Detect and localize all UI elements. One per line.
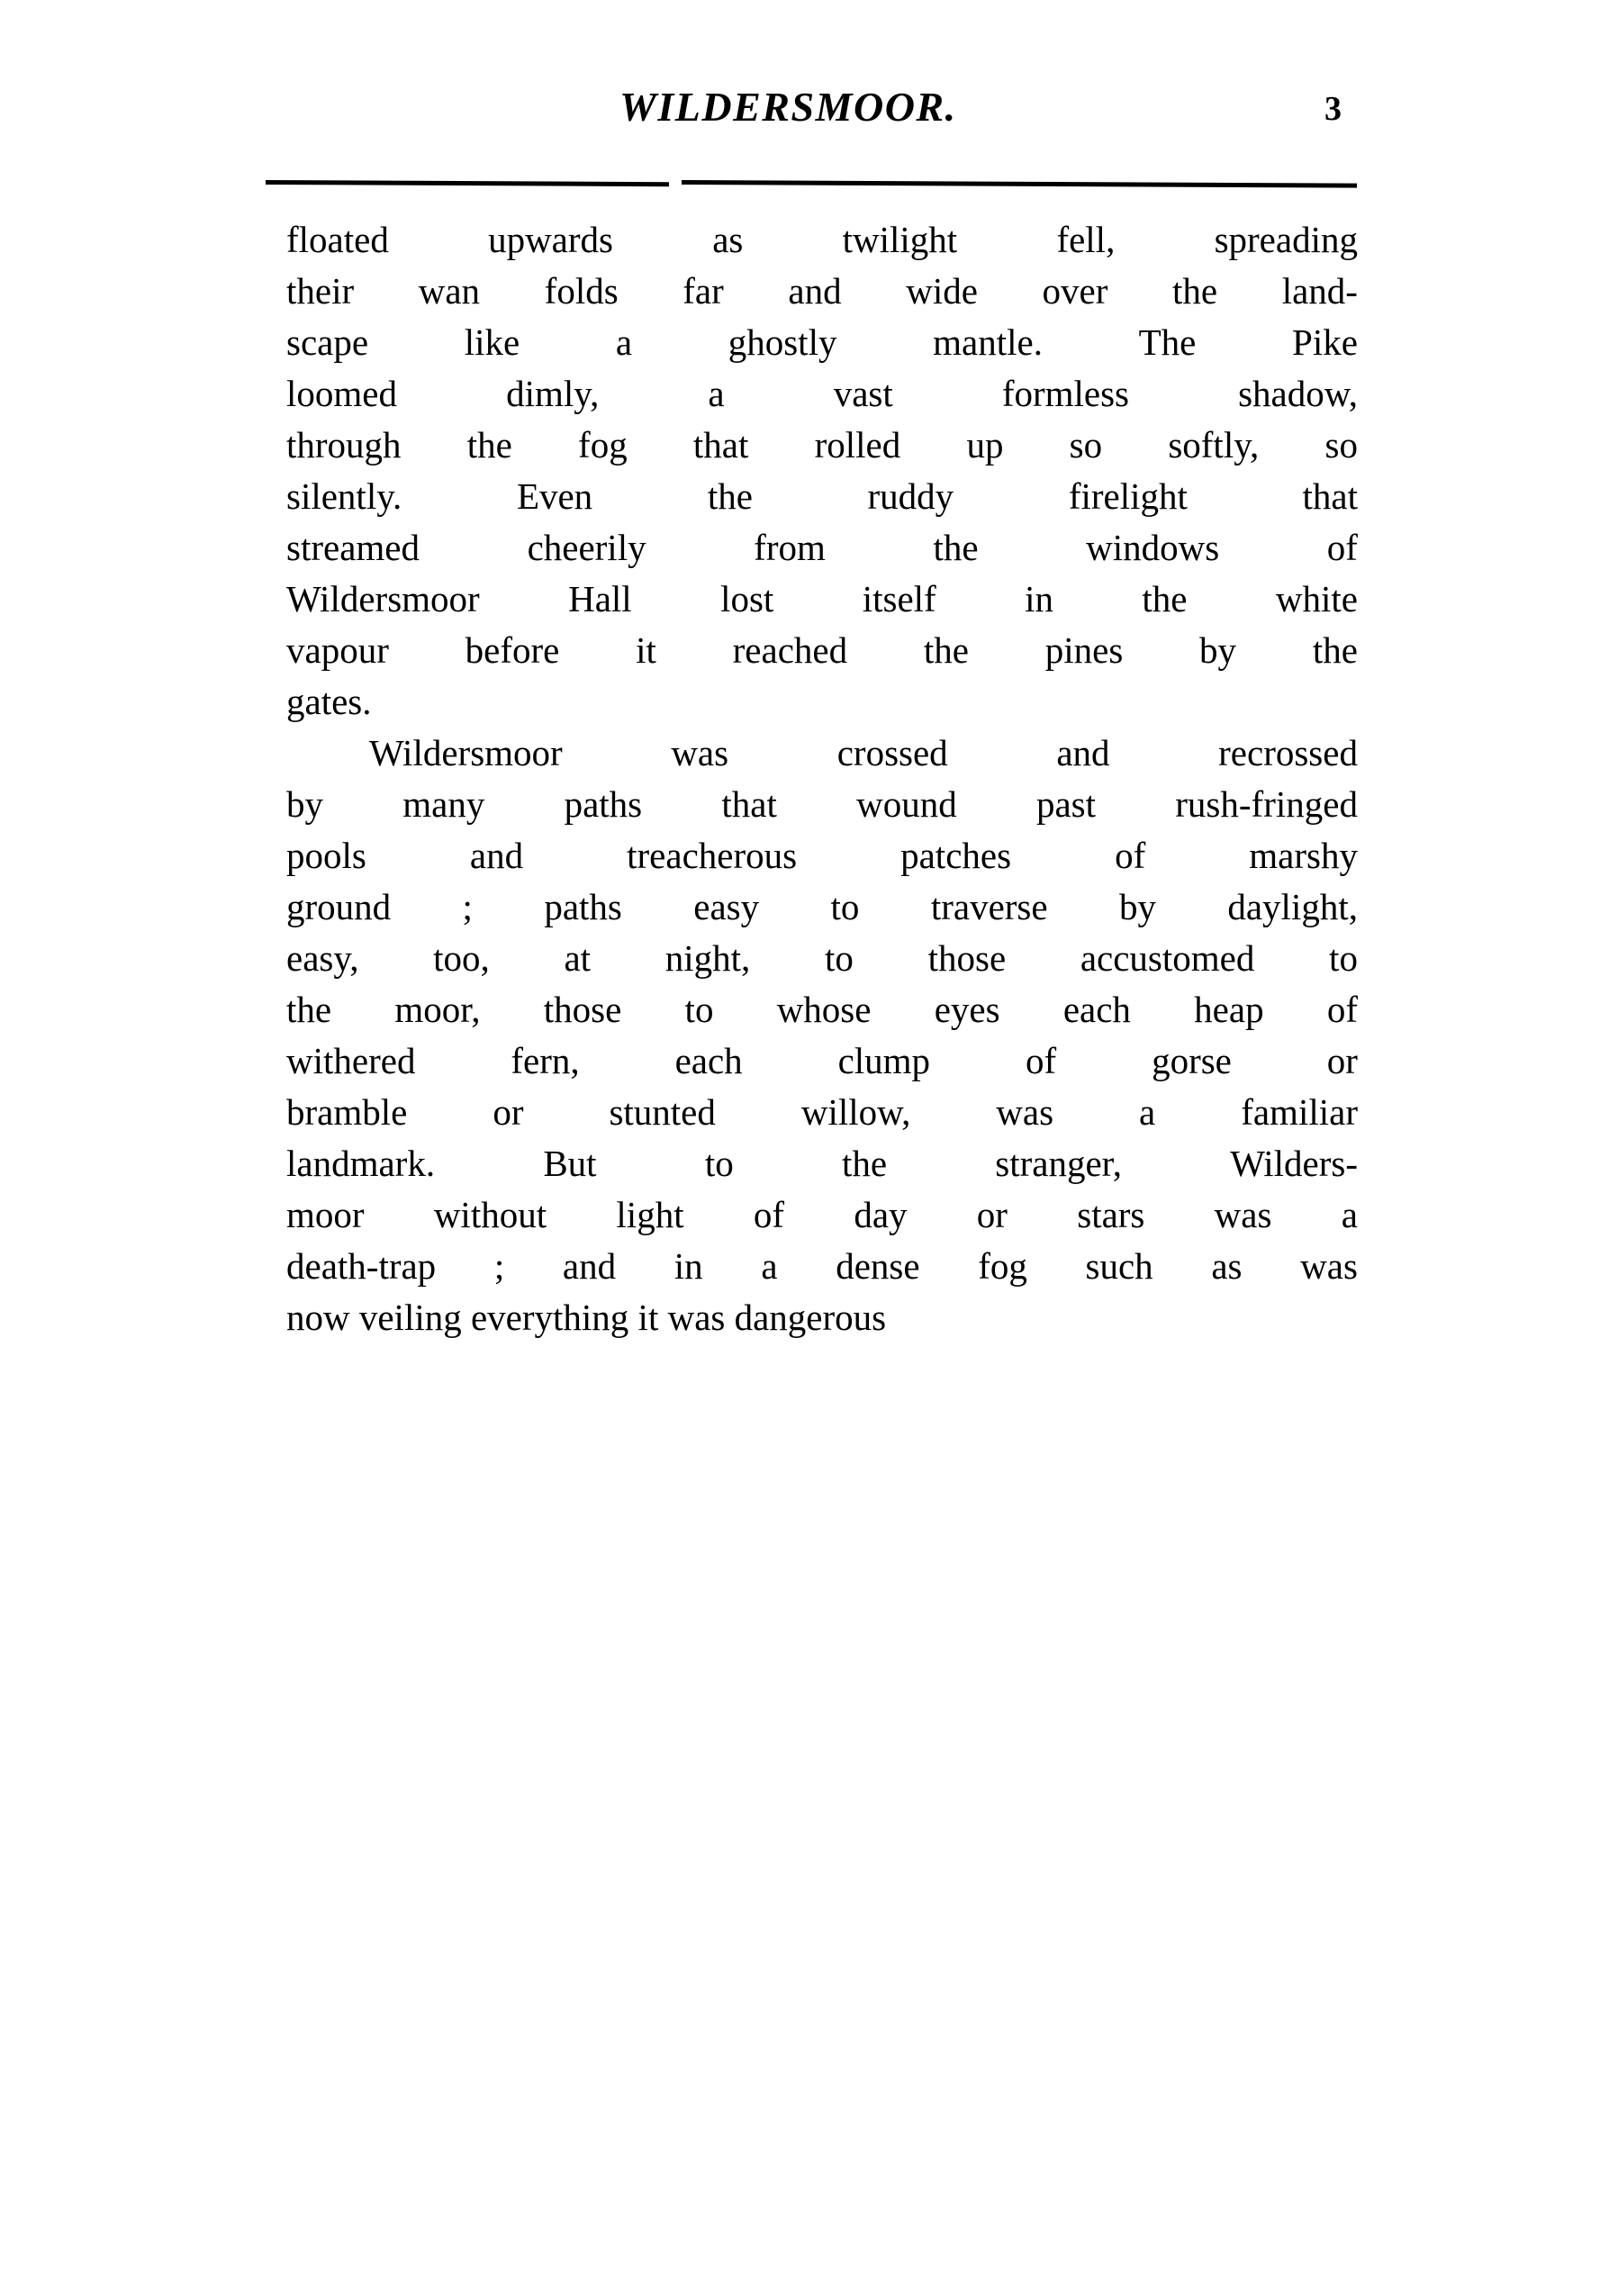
word: accustomed	[1080, 937, 1255, 979]
word: or	[1326, 1040, 1358, 1081]
word: stars	[1077, 1194, 1145, 1235]
word: whose	[776, 989, 872, 1030]
word: up	[966, 424, 1004, 466]
word: rush-fringed	[1175, 783, 1358, 825]
word: many	[402, 783, 485, 825]
word: paths	[564, 783, 643, 825]
word: it	[636, 629, 656, 671]
word: from	[754, 527, 826, 568]
text-line	[286, 574, 1358, 625]
word: so	[1069, 424, 1103, 466]
word: treacherous	[627, 835, 798, 876]
word: a	[1341, 1194, 1358, 1235]
text-line	[286, 1138, 1358, 1189]
word: and	[788, 270, 842, 312]
word: those	[543, 989, 622, 1030]
word: willow,	[800, 1091, 911, 1133]
word: loomed	[286, 373, 397, 414]
word: and	[1056, 732, 1110, 773]
word: fern,	[511, 1040, 580, 1081]
word: death-trap	[286, 1245, 437, 1287]
word: to	[704, 1143, 734, 1184]
word: that	[721, 783, 777, 825]
word: recrossed	[1218, 732, 1358, 773]
word: the	[466, 424, 512, 466]
text-line	[286, 266, 1358, 317]
word: Hall	[568, 578, 632, 619]
word: to	[1329, 937, 1358, 979]
word: such	[1085, 1245, 1153, 1287]
word: each	[1062, 989, 1131, 1030]
word: Wilders-	[1230, 1143, 1358, 1184]
word: moor,	[394, 989, 481, 1030]
text-line: gates.	[286, 681, 372, 722]
word: was	[1300, 1245, 1358, 1287]
word: the	[933, 527, 979, 568]
text-line	[286, 522, 1358, 574]
word: night,	[664, 937, 751, 979]
word: a	[761, 1245, 778, 1287]
word: white	[1275, 578, 1358, 619]
word: The	[1138, 321, 1197, 363]
word: firelight	[1068, 475, 1188, 517]
word: mantle.	[933, 321, 1043, 363]
word: softly,	[1168, 424, 1260, 466]
word: the	[923, 629, 969, 671]
word: Pike	[1292, 321, 1358, 363]
word: to	[825, 937, 854, 979]
word: the	[707, 475, 753, 517]
word: that	[692, 424, 749, 466]
word: was	[1214, 1194, 1272, 1235]
page-number: 3	[1324, 90, 1342, 128]
word: past	[1035, 783, 1097, 825]
word: But	[543, 1143, 597, 1184]
word: far	[682, 270, 724, 312]
word: landmark.	[286, 1143, 436, 1184]
word: as	[712, 219, 744, 260]
word: ruddy	[867, 475, 954, 517]
word: so	[1324, 424, 1358, 466]
word: day	[854, 1194, 908, 1235]
word: the	[841, 1143, 888, 1184]
word: each	[674, 1040, 743, 1081]
paragraph	[286, 728, 1358, 1343]
word: at	[564, 937, 592, 979]
word: before	[465, 629, 560, 671]
word: ;	[493, 1245, 505, 1287]
word: a	[708, 373, 725, 414]
text-line	[286, 368, 1358, 420]
text-line	[286, 471, 1358, 522]
word: in	[1025, 578, 1053, 619]
word: reached	[732, 629, 848, 671]
word: without	[433, 1194, 547, 1235]
word: ;	[462, 886, 473, 927]
word: vapour	[286, 629, 389, 671]
word: ground	[286, 886, 392, 927]
word: crossed	[836, 732, 948, 773]
text-line	[286, 830, 1358, 881]
word: daylight,	[1227, 886, 1358, 927]
word: a	[1139, 1091, 1156, 1133]
word: their	[286, 270, 355, 312]
word: of	[1025, 1040, 1057, 1081]
word: gorse	[1152, 1040, 1232, 1081]
text-line	[286, 1087, 1358, 1138]
word: as	[1211, 1245, 1243, 1287]
word: Wildersmoor	[286, 578, 480, 619]
word: clump	[837, 1040, 931, 1081]
word: wide	[906, 270, 978, 312]
word: over	[1042, 270, 1108, 312]
word: by	[1199, 629, 1237, 671]
header-rule-segment-left	[266, 180, 669, 186]
word: familiar	[1241, 1091, 1358, 1133]
word: through	[286, 424, 402, 466]
word: twilight	[842, 219, 958, 260]
word: withered	[286, 1040, 416, 1081]
text-line	[286, 933, 1358, 984]
word: of	[1326, 527, 1358, 568]
text-line	[286, 317, 1358, 368]
header-rule	[266, 176, 1357, 189]
text-line	[286, 420, 1358, 471]
word: Even	[516, 475, 593, 517]
word: wound	[856, 783, 957, 825]
word: the	[1312, 629, 1358, 671]
word: or	[493, 1091, 524, 1133]
word: patches	[900, 835, 1012, 876]
text-line	[286, 1241, 1358, 1292]
word: the	[286, 989, 332, 1030]
word: stunted	[609, 1091, 716, 1133]
word: fell,	[1056, 219, 1116, 260]
word: eyes	[934, 989, 1000, 1030]
paragraph	[286, 214, 1358, 728]
word: itself	[862, 578, 936, 619]
text-line	[286, 625, 1358, 676]
word: of	[1115, 835, 1146, 876]
word: cheerily	[527, 527, 646, 568]
word: pines	[1044, 629, 1124, 671]
text-line	[286, 1035, 1358, 1087]
word: or	[976, 1194, 1008, 1235]
word: by	[286, 783, 323, 825]
word: those	[927, 937, 1007, 979]
word: Wildersmoor	[369, 732, 563, 773]
word: shadow,	[1238, 373, 1358, 414]
word: a	[615, 321, 633, 363]
word: like	[464, 321, 520, 363]
word: wan	[418, 270, 481, 312]
word: moor	[286, 1194, 365, 1235]
word: and	[562, 1245, 617, 1287]
word: to	[830, 886, 860, 927]
word: the	[1142, 578, 1188, 619]
word: to	[684, 989, 714, 1030]
text-line	[286, 728, 1358, 779]
word: fog	[578, 424, 628, 466]
word: marshy	[1249, 835, 1358, 876]
word: by	[1118, 886, 1156, 927]
word: rolled	[814, 424, 901, 466]
text-line	[286, 881, 1358, 933]
word: silently.	[286, 475, 402, 517]
word: easy	[693, 886, 760, 927]
text-line: now veiling everything it was dangerous	[286, 1297, 887, 1338]
word: paths	[544, 886, 622, 927]
word: was	[996, 1091, 1054, 1133]
word: spreading	[1214, 219, 1358, 260]
word: ghostly	[728, 321, 837, 363]
word: dense	[836, 1245, 920, 1287]
word: was	[671, 732, 729, 773]
word: dimly,	[506, 373, 600, 414]
word: streamed	[286, 527, 420, 568]
word: heap	[1194, 989, 1264, 1030]
running-head	[286, 86, 1358, 149]
text-line	[286, 1189, 1358, 1241]
word: too,	[433, 937, 490, 979]
text-line	[286, 214, 1358, 266]
word: traverse	[930, 886, 1048, 927]
word: light	[616, 1194, 684, 1235]
word: upwards	[488, 219, 613, 260]
word: scape	[286, 321, 369, 363]
word: formless	[1001, 373, 1130, 414]
word: lost	[720, 578, 774, 619]
word: and	[469, 835, 524, 876]
header-rule-segment-right	[682, 180, 1357, 188]
word: windows	[1086, 527, 1220, 568]
word: of	[1326, 989, 1358, 1030]
word: easy,	[286, 937, 359, 979]
word: in	[673, 1245, 703, 1287]
text-line	[286, 779, 1358, 830]
word: stranger,	[995, 1143, 1122, 1184]
word: that	[1302, 475, 1358, 517]
word: land-	[1281, 270, 1358, 312]
word: the	[1172, 270, 1218, 312]
word: folds	[544, 270, 619, 312]
word: vast	[833, 373, 893, 414]
word: bramble	[286, 1091, 408, 1133]
text-line	[286, 984, 1358, 1035]
word: fog	[978, 1245, 1027, 1287]
running-head-title: WILDERSMOOR.	[619, 84, 957, 130]
body-text-block	[286, 214, 1358, 1343]
word: of	[753, 1194, 785, 1235]
word: pools	[286, 835, 366, 876]
word: floated	[286, 219, 389, 260]
